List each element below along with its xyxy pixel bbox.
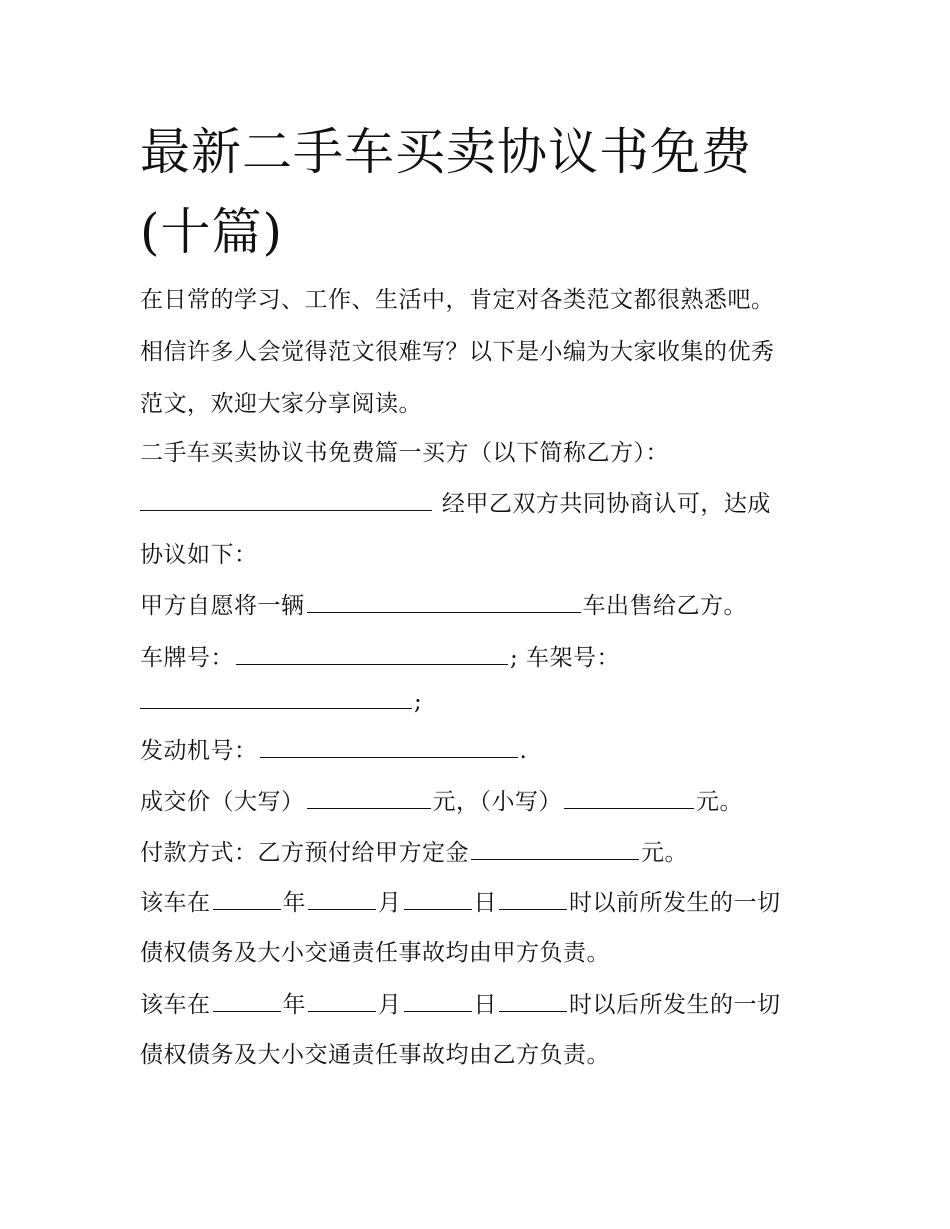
price-words-blank bbox=[307, 786, 431, 809]
payment-label: 付款方式：乙方预付给甲方定金 bbox=[140, 840, 469, 866]
vin-end: ; bbox=[414, 689, 423, 715]
before-hour-blank bbox=[499, 887, 567, 910]
engine-end: . bbox=[519, 738, 528, 764]
before-year: 年 bbox=[282, 890, 306, 916]
before-suffix: 时以前所发生的一切 bbox=[569, 890, 781, 916]
document-title: 最新二手车买卖协议书免费(十篇) bbox=[140, 123, 752, 261]
before-month-blank bbox=[308, 887, 376, 910]
deposit-blank bbox=[471, 837, 639, 860]
consensus-text: 经甲乙双方共同协商认可，达成 bbox=[441, 491, 771, 517]
price-unit-2: 元。 bbox=[696, 789, 743, 815]
before-day: 日 bbox=[473, 890, 497, 916]
sale-prefix: 甲方自愿将一辆 bbox=[140, 593, 305, 619]
intro-line-3: 范文，欢迎大家分享阅读。 bbox=[140, 391, 422, 417]
vin-blank bbox=[140, 686, 412, 709]
price-label: 成交价（大写） bbox=[140, 789, 305, 815]
after-month-blank bbox=[308, 989, 376, 1012]
before-continued: 债权债务及大小交通责任事故均由甲方负责。 bbox=[140, 940, 610, 966]
sale-line bbox=[140, 590, 747, 621]
price-unit-1: 元，（小写） bbox=[432, 789, 562, 815]
after-continued: 债权债务及大小交通责任事故均由乙方负责。 bbox=[140, 1042, 610, 1068]
after-month: 月 bbox=[378, 992, 402, 1018]
payment-line bbox=[140, 837, 688, 868]
before-year-blank bbox=[213, 887, 281, 910]
plate-label: 车牌号： bbox=[140, 645, 234, 671]
plate-line bbox=[140, 642, 620, 673]
after-day: 日 bbox=[473, 992, 497, 1018]
after-prefix: 该车在 bbox=[140, 992, 211, 1018]
before-month: 月 bbox=[378, 890, 402, 916]
consensus-continued: 协议如下： bbox=[140, 542, 258, 568]
before-day-blank bbox=[404, 887, 472, 910]
sale-suffix: 车出售给乙方。 bbox=[582, 593, 747, 619]
after-year: 年 bbox=[282, 992, 306, 1018]
vehicle-model-blank bbox=[307, 590, 581, 613]
buyer-name-blank bbox=[140, 488, 432, 511]
engine-number-blank bbox=[260, 735, 518, 758]
after-line bbox=[140, 989, 781, 1020]
consensus-line bbox=[140, 488, 771, 519]
price-line bbox=[140, 786, 743, 817]
after-day-blank bbox=[404, 989, 472, 1012]
before-line bbox=[140, 887, 781, 918]
intro-line-1: 在日常的学习、工作、生活中，肯定对各类范文都很熟悉吧。 bbox=[140, 287, 775, 313]
intro-line-2: 相信许多人会觉得范文很难写？以下是小编为大家收集的优秀 bbox=[140, 339, 775, 365]
vin-line bbox=[140, 686, 422, 717]
plate-separator: ; 车架号： bbox=[510, 645, 621, 671]
section-heading: 二手车买卖协议书免费篇一买方（以下简称乙方）： bbox=[140, 440, 669, 466]
after-hour-blank bbox=[499, 989, 567, 1012]
after-year-blank bbox=[213, 989, 281, 1012]
price-digits-blank bbox=[564, 786, 694, 809]
payment-unit: 元。 bbox=[641, 840, 688, 866]
engine-label: 发动机号： bbox=[140, 738, 258, 764]
before-prefix: 该车在 bbox=[140, 890, 211, 916]
engine-line bbox=[140, 735, 527, 766]
after-suffix: 时以后所发生的一切 bbox=[569, 992, 781, 1018]
plate-number-blank bbox=[236, 642, 508, 665]
